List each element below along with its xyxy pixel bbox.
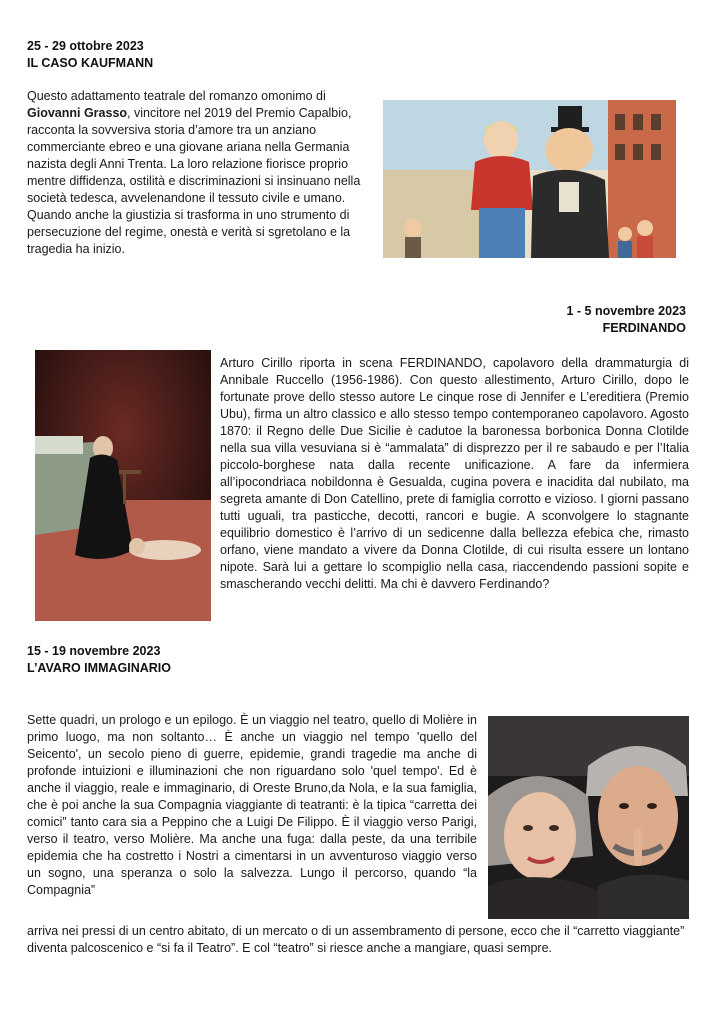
event3-title: L’AVARO IMMAGINARIO — [27, 661, 171, 675]
event2-stage-photo — [35, 350, 211, 621]
event1-heading — [27, 38, 153, 72]
event3-heading — [27, 643, 171, 677]
caricature-illustration — [383, 100, 676, 258]
event2-dates: 1 - 5 novembre 2023 — [566, 304, 686, 318]
event3-description-part1: Sette quadri, un prologo e un epilogo. È un viaggio nel teatro, quello di Molière in primo luogo, ma non soltanto… È anche un viaggio nel tempo 'quello del Seicento', un secolo pieno di guerre, epidemie, grandi tragedie ma anche di profonde intuizioni e illuminazioni che non riguardano solo 'quel tempo'. Ed è anche il viaggio, reale e immaginario, di Oreste Bruno,da Nola, e la sua famiglia, che è poi anche la sua Compagnia viaggiante di teatranti: è la tipica “carretta dei comici” tanto cara sia a Peppino che a Luigi De Filippo. È il viaggio verso Parigi, verso il teatro, verso Molière. Ma anche una fuga: dalla peste, da una terribile epidemia che ha costretto i Nostri a cimentarsi in un avventuroso viaggio verso un sogno, una speranza o solo la salvezza. Lungo il percorso, quando “la Compagnia” — [27, 713, 477, 897]
event3-actors-photo — [488, 716, 689, 919]
actors-portrait — [488, 716, 689, 919]
event1-illustration — [383, 100, 676, 258]
event2-heading — [566, 303, 686, 337]
stage-photo — [35, 350, 211, 621]
event1-dates: 25 - 29 ottobre 2023 — [27, 39, 144, 53]
event1-description: Questo adattamento teatrale del romanzo omonimo di Giovanni Grasso, vincitore nel 2019 del Premio Capalbio, racconta la sovversiva storia d’amore tra un anziano commerciante ebreo e una giovane ariana nella Germania nazista degli Anni Trenta. La loro relazione fiorisce proprio mentre diffidenza, ostilità e discriminazioni si insinuano nella società tedesca, avvelenandone il tessuto civile e umano. Quando anche la giustizia si trasforma in uno strumento di persecuzione del regime, onestà e verità si sgretolano e la tragedia ha inizio. — [27, 89, 361, 256]
event2-title: FERDINANDO — [602, 321, 686, 335]
event3-dates: 15 - 19 novembre 2023 — [27, 644, 161, 658]
event2-description: Arturo Cirillo riporta in scena FERDINANDO, capolavoro della drammaturgia di Annibale Ruccello (1956-1986). Con questo allestimento, Arturo Cirillo, dopo le fortunate prove dello stesso autore Le cinque rose di Jennifer e L’ereditiera (Premio Ubu), firma un altro classico e allo stesso tempo contemporaneo capolavoro. Agosto 1870: il Regno delle Due Sicilie è cadutoe la baronessa borbonica Donna Clotilde nella sua villa vesuviana si è “ammalata” di disprezzo per il re sabaudo e per l’Italia piccolo-borghese nata dalla recente unificazione. A fare da infermiera all’ipocondriaca nobildonna è Gesualda, cugina povera e inacidita dal nubilato, ma segreta amante di Don Catellino, prete di famiglia corrotto e vizioso. I giorni passano tutti uguali, tra pasticche, decotti, rancori e bugie. A sconvolgere lo stagnante equilibrio domestico è l’arrivo di un sedicenne dalla bellezza efebica che, rimasto orfano, viene mandato a vivere da Donna Clotilde, di cui risulta essere un lontano nipote. Sarà lui a gettare lo scompiglio nella casa, riaccendendo passioni sopite e smascherando vecchi delitti. Ma chi è davvero Ferdinando? — [220, 356, 689, 591]
event1-title: IL CASO KAUFMANN — [27, 56, 154, 70]
event1-author: Giovanni Grasso — [27, 106, 128, 120]
event3-description-part2: arriva nei pressi di un centro abitato, di un mercato o di un assembramento di persone, ecco che il “carretto viaggiante” diventa palcoscenico e “si fa il Teatro”. E col “teatro” si riesce anche a mangiare, quasi sempre. — [27, 924, 685, 955]
